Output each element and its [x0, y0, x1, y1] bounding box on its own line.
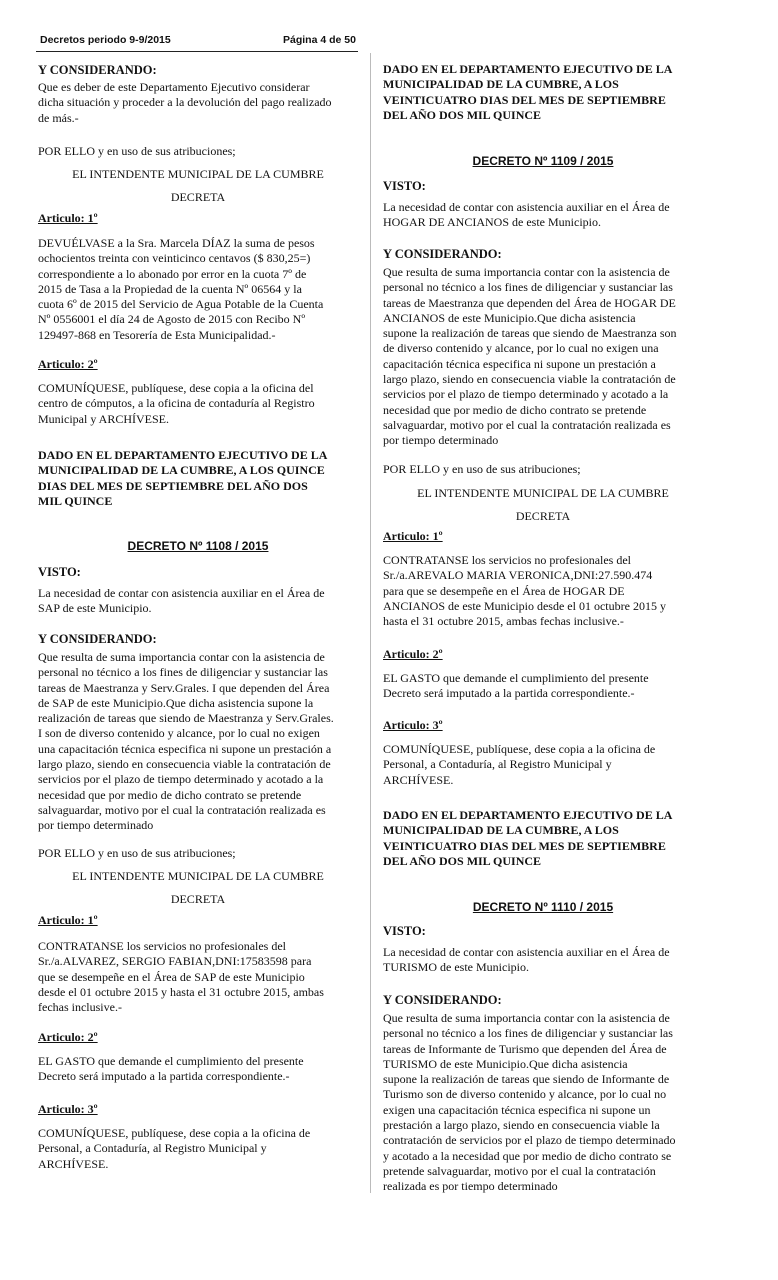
- articulo-1-text: DEVUÉLVASE a la Sra. Marcela DÍAZ la suma de pesos ochocientos treinta con veinticinco centavos ($ 830,25=) correspondiente a lo abonado por error en la cuota 7º de 2015 de Tasa a la Propiedad de la cuenta Nº 06564 y la cuota 6º de 2015 del Servicio de Agua Potable de la Cuenta Nº 0556001 el día 24 de Agosto de 2015 con Recibo Nº 129497-868 en Tesorería de Esta Municipalidad.-: [38, 236, 324, 342]
- considerando-2-text: Que resulta de suma importancia contar con la asistencia de personal no técnico a los fines de diligenciar y sustanciar las tareas de Maestranza y Serv.Grales. I que dependen del Área de SAP de este Municipio.Que dicha asistencia supone la realización de tareas que siendo de Maestranza y Serv.Grales. I son de diverso contenido y alcance, por lo cual no exigen una capacitación técnica especifica ni supone un prestación a largo plazo, siendo en consecuencia viable la contratación de servicios por el plazo de tiempo determinado y acotado a la necesidad que por medio de dicho contrato se pretende salvaguardar, motivo por el cual la contratación realizada es por tiempo determinado: [38, 650, 334, 833]
- page-number: Página 4 de 50: [283, 34, 356, 46]
- por-ello-1109: POR ELLO y en uso de sus atribuciones;: [383, 462, 581, 476]
- header-rule: [36, 51, 358, 52]
- articulo-1b-text: CONTRATANSE los servicios no profesionales del Sr./a.ALVAREZ, SERGIO FABIAN,DNI:17583598 para que se desempeñe en el Área de SAP de este Municipio desde el 01 octubre 2015 y hasta el 31 octubre 2015, ambas fechas inclusive.-: [38, 939, 324, 1015]
- articulo-3b-text: COMUNÍQUESE, publíquese, dese copia a la oficina de Personal, a Contaduría, al Registro Municipal y ARCHÍVESE.: [38, 1126, 311, 1171]
- articulo-2b-label: Articulo: 2º: [38, 1030, 98, 1044]
- considerando-text: Que es deber de este Departamento Ejecutivo considerar dicha situación y proceder a la devolución del pago realizado de más.-: [38, 80, 332, 125]
- articulo-2-text-1109: EL GASTO que demande el cumplimiento del presente Decreto será imputado a la partida correspondiente.-: [383, 671, 649, 701]
- considerando-heading-1109: Y CONSIDERANDO:: [383, 247, 502, 261]
- articulo-1-label: Articulo: 1º: [38, 211, 98, 225]
- document-title: Decretos periodo 9-9/2015: [40, 34, 171, 46]
- articulo-3-label-1109: Articulo: 3º: [383, 718, 443, 732]
- considerando-heading-1110: Y CONSIDERANDO:: [383, 993, 502, 1007]
- decreta-line: DECRETA: [170, 190, 226, 204]
- por-ello: POR ELLO y en uso de sus atribuciones;: [38, 144, 236, 158]
- articulo-1b-label: Articulo: 1º: [38, 913, 98, 927]
- articulo-2-text: COMUNÍQUESE, publíquese, dese copia a la oficina del centro de cómputos, a la oficina de contaduría al Registro Municipal y ARCHÍVESE.: [38, 381, 315, 426]
- visto-text-1110: La necesidad de contar con asistencia auxiliar en el Área de TURISMO de este Municipio.: [383, 945, 670, 975]
- articulo-1-text-1109: CONTRATANSE los servicios no profesionales del Sr./a.AREVALO MARIA VERONICA,DNI:27.590.474 para que se desempeñe en el Área de HOGAR DE ANCIANOS de este Municipio desde el 01 octubre 2015 y hasta el 31 octubre 2015, ambas fechas inclusive.-: [383, 553, 666, 629]
- articulo-1-label-1109: Articulo: 1º: [383, 529, 443, 543]
- articulo-3-text-1109: COMUNÍQUESE, publíquese, dese copia a la oficina de Personal, a Contaduría, al Registro Municipal y ARCHÍVESE.: [383, 742, 656, 787]
- articulo-2-label-1109: Articulo: 2º: [383, 647, 443, 661]
- intendente-line-1109: EL INTENDENTE MUNICIPAL DE LA CUMBRE: [417, 486, 669, 500]
- articulo-2-label: Articulo: 2º: [38, 357, 98, 371]
- intendente-line-2: EL INTENDENTE MUNICIPAL DE LA CUMBRE: [72, 869, 324, 883]
- decreta-line-1109: DECRETA: [515, 509, 571, 523]
- dado-block: DADO EN EL DEPARTAMENTO EJECUTIVO DE LA MUNICIPALIDAD DE LA CUMBRE, A LOS QUINCE DIAS DEL MES DE SEPTIEMBRE DEL AÑO DOS MIL QUINCE: [38, 448, 328, 508]
- considerando-text-1110: Que resulta de suma importancia contar con la asistencia de personal no técnico a los fines de diligenciar y sustanciar las tareas de Informante de Turismo que dependen del Área de TURISMO de este Municipio.Que dicha asistencia supone la realización de tareas que siendo de Informante de Turismo son de diverso contenido y alcance, por lo cual no exigen una capacitación técnica especifica ni supone un prestación a largo plazo, siendo en consecuencia viable la contratación de servicios por el plazo de tiempo determinado y acotado a la necesidad que por medio de dicho contrato se pretende salvaguardar, motivo por el cual la contratación realizada es por tiempo determinado: [383, 1011, 676, 1194]
- considerando-text-1109: Que resulta de suma importancia contar con la asistencia de personal no técnico a los fines de diligenciar y sustanciar las tareas de Maestranza que dependen del Área de HOGAR DE ANCIANOS de este Municipio.Que dicha asistencia supone la realización de tareas que siendo de Maestranza son de diverso contenido y alcance, por lo cual no exigen una capacitación técnica especifica ni supone un prestación a largo plazo, siendo en consecuencia viable la contratación de servicios por el plazo de tiempo determinado y acotado a la necesidad que por medio de dicho contrato se pretende salvaguardar, motivo por el cual la contratación realizada es por tiempo determinado: [383, 265, 677, 448]
- dado-block-1109: DADO EN EL DEPARTAMENTO EJECUTIVO DE LA MUNICIPALIDAD DE LA CUMBRE, A LOS VEINTICUATRO DIAS DEL MES DE SEPTIEMBRE DEL AÑO DOS MIL QUINCE: [383, 808, 673, 868]
- visto-heading: VISTO:: [38, 565, 81, 579]
- considerando-heading: Y CONSIDERANDO:: [38, 63, 157, 77]
- decreta-line-2: DECRETA: [170, 892, 226, 906]
- intendente-line: EL INTENDENTE MUNICIPAL DE LA CUMBRE: [72, 167, 324, 181]
- decreto-1108-title: DECRETO Nº 1108 / 2015: [127, 539, 269, 553]
- decreto-1109-title: DECRETO Nº 1109 / 2015: [472, 154, 614, 168]
- por-ello-2: POR ELLO y en uso de sus atribuciones;: [38, 846, 236, 860]
- visto-heading-1110: VISTO:: [383, 924, 426, 938]
- decreto-1110-title: DECRETO Nº 1110 / 2015: [472, 900, 614, 914]
- column-divider: [370, 53, 371, 1193]
- visto-heading-1109: VISTO:: [383, 179, 426, 193]
- articulo-3b-label: Articulo: 3º: [38, 1102, 98, 1116]
- articulo-2b-text: EL GASTO que demande el cumplimiento del presente Decreto será imputado a la partida correspondiente.-: [38, 1054, 304, 1084]
- dado-top-block: DADO EN EL DEPARTAMENTO EJECUTIVO DE LA MUNICIPALIDAD DE LA CUMBRE, A LOS VEINTICUATRO DIAS DEL MES DE SEPTIEMBRE DEL AÑO DOS MIL QUINCE: [383, 62, 673, 122]
- considerando-2-heading: Y CONSIDERANDO:: [38, 632, 157, 646]
- visto-text-1109: La necesidad de contar con asistencia auxiliar en el Área de HOGAR DE ANCIANOS de este Municipio.: [383, 200, 670, 230]
- visto-text: La necesidad de contar con asistencia auxiliar en el Área de SAP de este Municipio.: [38, 586, 325, 616]
